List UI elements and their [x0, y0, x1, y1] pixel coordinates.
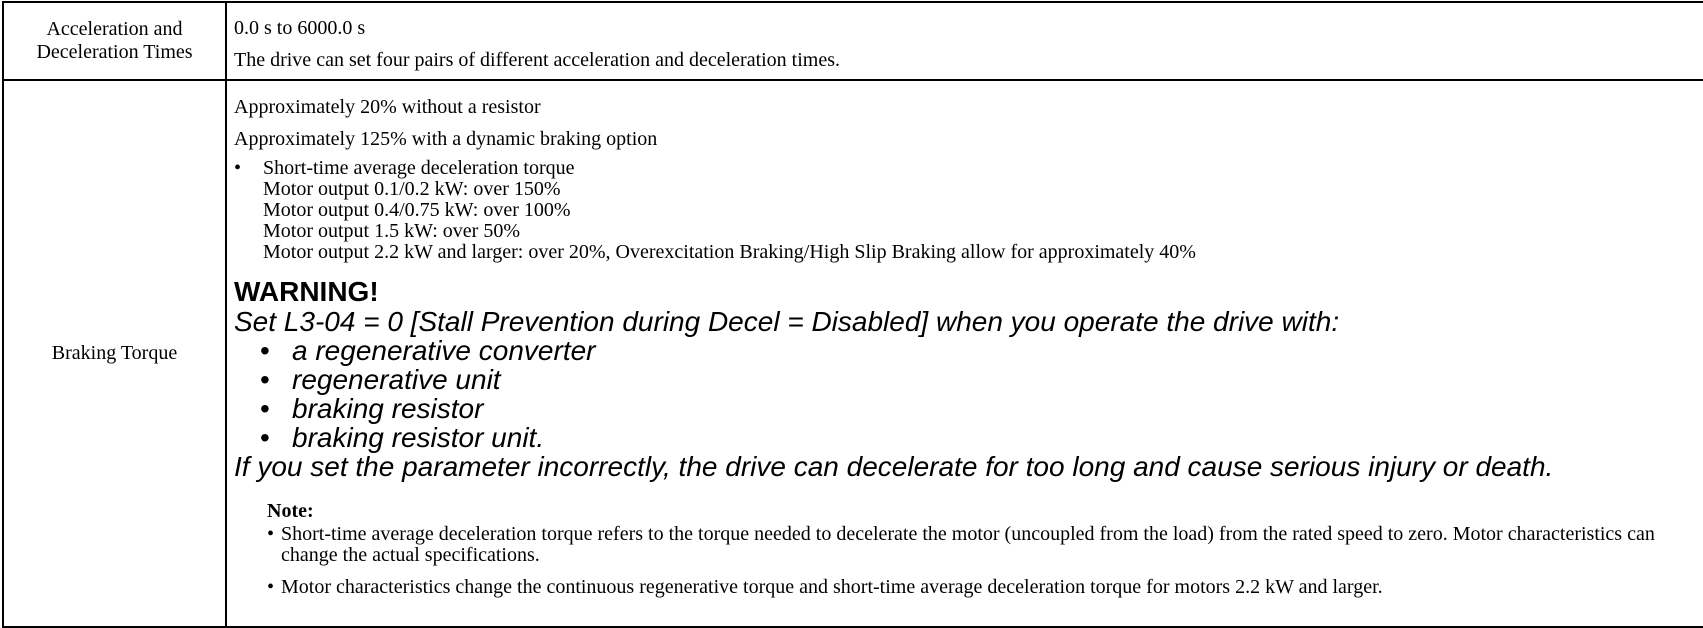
note-item-text: Motor characteristics change the continuous regenerative torque and short-time average deceleration torque for motors 2.2 kW and larger.	[281, 576, 1383, 598]
bullet-icon: •	[260, 364, 270, 395]
row-content-accel-decel	[226, 2, 1703, 80]
warning-item-text: a regenerative converter	[292, 335, 596, 366]
row-label-line: Deceleration Times	[36, 41, 193, 63]
warning-item-text: braking resistor unit.	[292, 422, 545, 453]
list-item: Motor output 1.5 kW: over 50%	[263, 220, 521, 242]
note-title: Note:	[267, 500, 314, 522]
row-label-accel-decel	[3, 2, 226, 80]
warning-consequence: If you set the parameter incorrectly, the drive can decelerate for too long and cause serious injury or death.	[234, 451, 1554, 482]
warning-item-text: regenerative unit	[292, 364, 501, 395]
bullet-icon: •	[234, 157, 242, 179]
bullet-icon: •	[260, 422, 270, 453]
bullet-icon: •	[260, 335, 270, 366]
accel-decel-range: 0.0 s to 6000.0 s	[234, 17, 366, 39]
table-row-braking-torque	[3, 80, 1703, 627]
warning-list	[234, 336, 1703, 452]
deceleration-torque-list	[234, 158, 1703, 263]
note-item	[267, 577, 1703, 598]
table-row-accel-decel	[3, 2, 1703, 80]
bullet-icon: •	[267, 576, 275, 598]
list-item: Motor output 0.4/0.75 kW: over 100%	[263, 199, 571, 221]
list-item: Motor output 2.2 kW and larger: over 20%, Overexcitation Braking/High Slip Braking allow for approximately 40%	[263, 241, 1196, 263]
warning-block	[234, 277, 1703, 481]
braking-line-no-resistor: Approximately 20% without a resistor	[234, 96, 541, 118]
list-item	[234, 423, 1703, 452]
note-item-text: Short-time average deceleration torque refers to the torque needed to decelerate the motor (uncoupled from the load) from the rated speed to zero. Motor characteristics can change the actual specifications.	[281, 523, 1655, 566]
bullet-icon: •	[267, 523, 275, 545]
note-item	[267, 524, 1703, 566]
accel-decel-description: The drive can set four pairs of different acceleration and deceleration times.	[234, 49, 841, 71]
list-item: Short-time average deceleration torque	[263, 157, 575, 179]
warning-intro: Set L3-04 = 0 [Stall Prevention during Decel = Disabled] when you operate the drive with:	[234, 306, 1340, 337]
warning-item-text: braking resistor	[292, 393, 484, 424]
bullet-icon: •	[260, 393, 270, 424]
note-block	[267, 501, 1703, 598]
row-label-line: Acceleration and	[46, 18, 183, 40]
spec-table	[2, 1, 1703, 628]
list-item: Motor output 0.1/0.2 kW: over 150%	[263, 178, 561, 200]
braking-line-dynamic-option: Approximately 125% with a dynamic braking option	[234, 128, 658, 150]
warning-title: WARNING!	[234, 276, 379, 307]
row-label-braking-torque: Braking Torque	[3, 80, 226, 627]
list-item	[234, 365, 1703, 394]
list-item	[234, 394, 1703, 423]
row-content-braking-torque	[226, 80, 1703, 627]
list-item	[234, 336, 1703, 365]
